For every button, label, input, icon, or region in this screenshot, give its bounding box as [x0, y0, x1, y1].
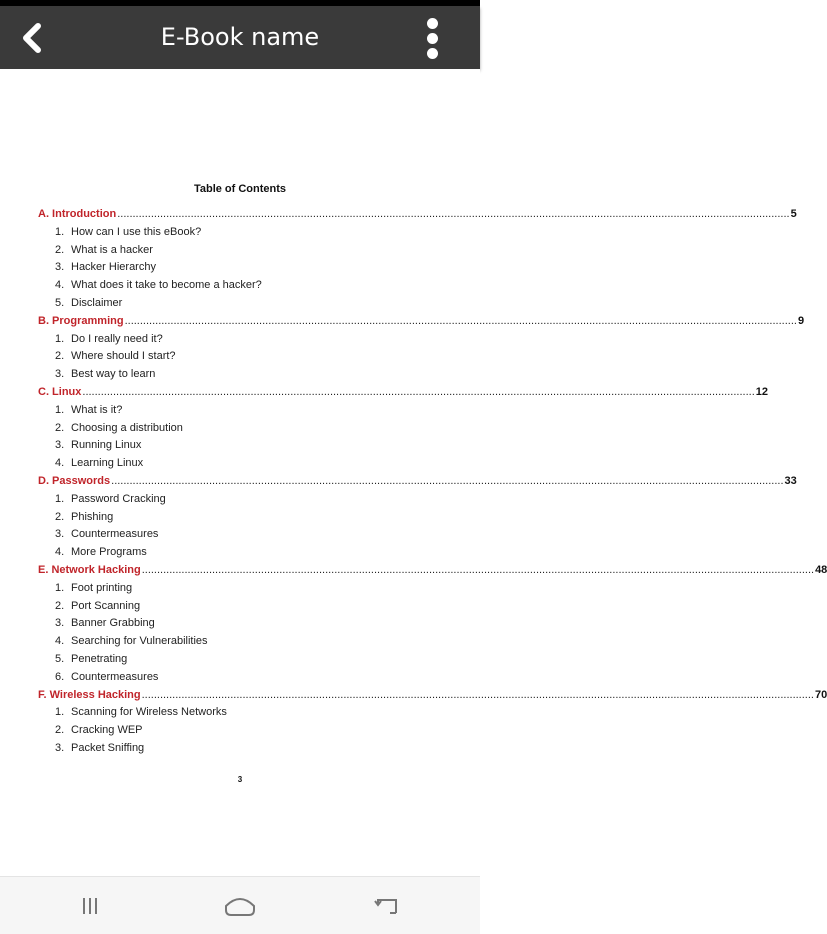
toc-item-title: Where should I start? — [71, 350, 176, 363]
toc-section-title: F. Wireless Hacking — [38, 688, 141, 701]
toc-item[interactable] — [38, 740, 443, 758]
toc-item[interactable] — [38, 722, 443, 740]
toc-item[interactable] — [38, 509, 443, 527]
toc-item[interactable] — [38, 348, 443, 366]
dot-leader: ............................................................................................................................................................................................................................ — [141, 563, 815, 576]
app-bar — [0, 6, 480, 69]
toc-section-title: D. Passwords — [38, 474, 111, 487]
dot-leader: ............................................................................................................................................................................................................................ — [117, 208, 790, 220]
toc-section-page: 5 — [790, 208, 797, 220]
toc-item-number: 2. — [55, 510, 65, 523]
toc-item-number: 4. — [55, 457, 65, 470]
toc-item[interactable] — [38, 651, 443, 669]
back-icon — [372, 891, 402, 921]
toc-section-entry[interactable] — [38, 384, 768, 402]
toc-item-number: 3. — [55, 261, 65, 274]
toc-section-title: E. Network Hacking — [38, 563, 141, 576]
dot-leader: ............................................................................................................................................................................................................................ — [111, 474, 784, 487]
toc-item-title: Foot printing — [71, 581, 133, 594]
toc-item-title: Do I really need it? — [71, 332, 163, 345]
toc-section-title: A. Introduction — [38, 208, 117, 220]
toc-item-number: 2. — [55, 724, 65, 737]
toc-item-number: 1. — [55, 581, 65, 594]
toc-section-title: B. Programming — [38, 314, 124, 327]
toc-item-title: Learning Linux — [71, 457, 144, 470]
recents-button[interactable] — [80, 891, 110, 921]
system-back-button[interactable] — [372, 891, 402, 921]
toc-item[interactable] — [38, 295, 443, 313]
toc-section-entry[interactable] — [38, 473, 797, 491]
overflow-menu-button[interactable] — [418, 16, 448, 62]
toc-item-number: 2. — [55, 599, 65, 612]
toc-item-title: Hacker Hierarchy — [71, 261, 156, 274]
toc-item[interactable] — [38, 420, 443, 438]
toc-item-title: Banner Grabbing — [71, 617, 155, 630]
toc-item-title: Countermeasures — [71, 528, 159, 541]
toc-item-title: Penetrating — [71, 652, 128, 665]
page-number: 3 — [237, 775, 243, 784]
toc-item[interactable] — [38, 331, 443, 349]
toc-item-number: 3. — [55, 617, 65, 630]
dot-leader: ............................................................................................................................................................................................................................ — [82, 385, 755, 398]
document-page — [0, 69, 827, 876]
toc-item-title: More Programs — [71, 546, 147, 559]
toc-item[interactable] — [38, 615, 443, 633]
app-title: E-Book name — [160, 23, 320, 51]
toc-item-title: Running Linux — [71, 439, 142, 452]
toc-item-number: 4. — [55, 546, 65, 559]
toc-item-title: Port Scanning — [71, 599, 141, 612]
more-vertical-icon — [427, 18, 438, 29]
toc-item-title: What does it take to become a hacker? — [71, 279, 262, 292]
toc-item-title: Scanning for Wireless Networks — [71, 706, 227, 719]
toc-item[interactable] — [38, 704, 443, 722]
toc-section-entry[interactable] — [38, 687, 827, 705]
toc-item[interactable] — [38, 598, 443, 616]
toc-item-number: 3. — [55, 368, 65, 381]
toc-item-number: 6. — [55, 670, 65, 683]
toc-section-page: 12 — [755, 385, 768, 398]
toc-item-title: Disclaimer — [71, 296, 123, 309]
toc-item-number: 4. — [55, 635, 65, 648]
toc-item-title: Cracking WEP — [71, 724, 143, 737]
navigation-bar — [0, 876, 480, 934]
toc-item[interactable] — [38, 544, 443, 562]
toc-section-title: C. Linux — [38, 385, 82, 398]
toc-section-entry[interactable] — [38, 313, 805, 331]
toc-item[interactable] — [38, 633, 443, 651]
toc-item-number: 2. — [55, 350, 65, 363]
toc-item-title: Best way to learn — [71, 368, 156, 381]
toc-item-number: 5. — [55, 296, 65, 309]
toc-title: Table of Contents — [193, 183, 287, 195]
home-button[interactable] — [222, 891, 258, 921]
recent-apps-icon — [80, 891, 110, 921]
toc-item-number: 4. — [55, 279, 65, 292]
home-icon — [222, 891, 258, 921]
toc-section-page: 48 — [815, 563, 827, 576]
toc-item[interactable] — [38, 580, 443, 598]
toc-item-number: 5. — [55, 652, 65, 665]
toc-item[interactable] — [38, 455, 443, 473]
toc-item-title: Countermeasures — [71, 670, 159, 683]
dot-leader: ............................................................................................................................................................................................................................ — [141, 688, 814, 701]
toc-item-number: 3. — [55, 528, 65, 541]
dot-leader: ............................................................................................................................................................................................................................ — [124, 314, 797, 327]
toc-section-page: 70 — [814, 688, 827, 701]
toc-item[interactable] — [38, 242, 443, 260]
toc-item-title: How can I use this eBook? — [71, 225, 202, 238]
toc-item-number: 1. — [55, 706, 65, 719]
toc-item-number: 2. — [55, 421, 65, 434]
toc-item-number: 1. — [55, 492, 65, 505]
toc-item[interactable] — [38, 224, 443, 242]
toc-item-title: Password Cracking — [71, 492, 166, 505]
toc-item[interactable] — [38, 437, 443, 455]
toc-item-title: Phishing — [71, 510, 114, 523]
toc-item-number: 3. — [55, 741, 65, 754]
toc-section-entry[interactable] — [38, 206, 797, 224]
toc-item-number: 3. — [55, 439, 65, 452]
toc-item-title: Searching for Vulnerabilities — [71, 635, 208, 648]
toc-item[interactable] — [38, 526, 443, 544]
toc-item-title: Choosing a distribution — [71, 421, 183, 434]
toc-item[interactable] — [38, 366, 443, 384]
toc-item-number: 2. — [55, 243, 65, 256]
toc-item-title: What is it? — [71, 403, 123, 416]
toc-section-entry[interactable] — [38, 562, 827, 580]
toc-item-number: 1. — [55, 403, 65, 416]
toc-section-page: 33 — [784, 474, 797, 487]
toc-item-title: What is a hacker — [71, 243, 153, 256]
toc-item[interactable] — [38, 277, 443, 295]
toc-item-number: 1. — [55, 225, 65, 238]
toc-section-page: 9 — [797, 314, 805, 327]
toc-item[interactable] — [38, 402, 443, 420]
toc-list — [38, 206, 827, 758]
toc-item[interactable] — [38, 669, 443, 687]
toc-item-number: 1. — [55, 332, 65, 345]
toc-item[interactable] — [38, 491, 443, 509]
toc-item-title: Packet Sniffing — [71, 741, 145, 754]
toc-item[interactable] — [38, 259, 443, 277]
